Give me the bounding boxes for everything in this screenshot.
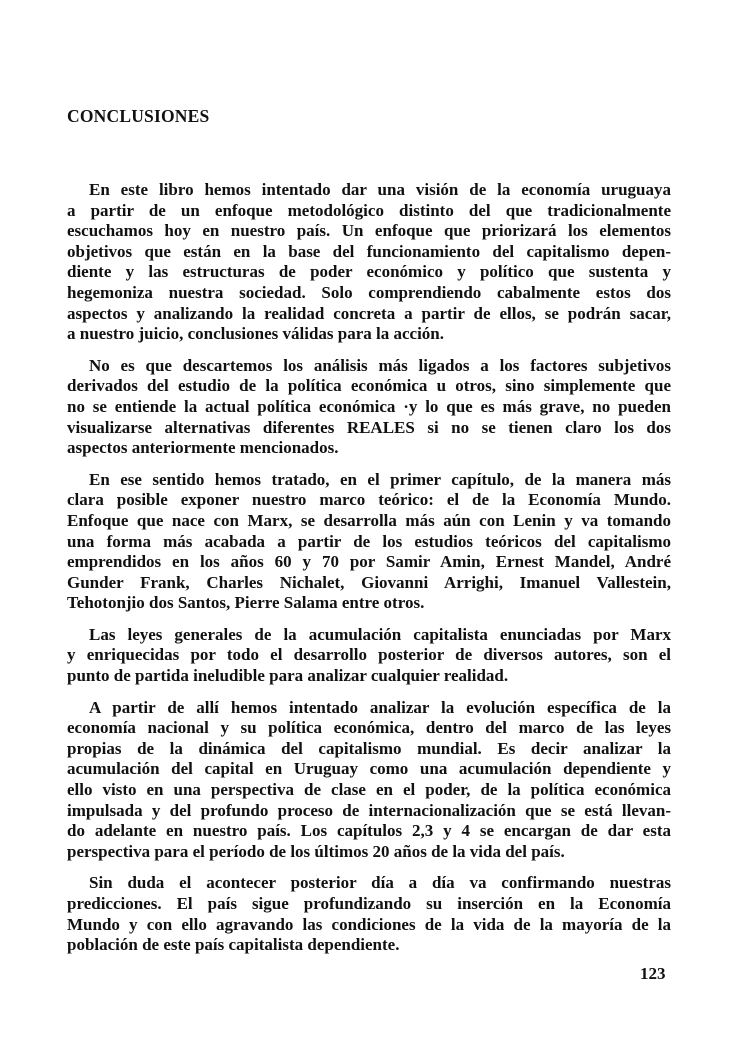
paragraph [67, 470, 671, 614]
text-line: y enriquecidas por todo el desarrollo posterior de diversos autores, son el [67, 645, 671, 665]
paragraph [67, 625, 671, 687]
text-line: aspectos y analizando la realidad concreta a partir de ellos, se podrán sacar, [67, 303, 671, 323]
section-heading: CONCLUSIONES [67, 106, 210, 126]
text-line: a partir de un enfoque metodológico distinto del que tradicionalmente [67, 200, 671, 220]
text-line: En ese sentido hemos tratado, en el primer capítulo, de la manera más [89, 469, 671, 489]
text-line: perspectiva para el período de los últimos 20 años de la vida del país. [67, 841, 565, 861]
text-line: objetivos que están en la base del funcionamiento del capitalismo depen- [67, 241, 671, 261]
text-line: clara posible exponer nuestro marco teórico: el de la Economía Mundo. [67, 490, 671, 510]
text-line: diente y las estructuras de poder económico y político que sustenta y [67, 262, 671, 282]
text-line: derivados del estudio de la política económica u otros, sino simplemente que [67, 376, 671, 396]
text-line: propias de la dinámica del capitalismo mundial. Es decir analizar la [67, 738, 671, 758]
text-line: No es que descartemos los análisis más ligados a los factores subjetivos [89, 355, 671, 375]
paragraph [67, 356, 671, 459]
text-line: A partir de allí hemos intentado analizar la evolución específica de la [89, 697, 671, 717]
text-line: Sin duda el acontecer posterior día a día va confirmando nuestras [89, 873, 671, 893]
text-line: do adelante en nuestro país. Los capítulos 2,3 y 4 se encargan de dar esta [67, 821, 671, 841]
text-line: ello visto en una perspectiva de clase en el poder, de la política económica [67, 780, 671, 800]
text-line: Tehotonjio dos Santos, Pierre Salama entre otros. [67, 593, 425, 613]
text-line: emprendidos en los años 60 y 70 por Samir Amin, Ernest Mandel, André [67, 552, 671, 572]
text-line: visualizarse alternativas diferentes REALES si no se tienen claro los dos [67, 417, 671, 437]
text-line: Las leyes generales de la acumulación capitalista enunciadas por Marx [89, 624, 671, 644]
text-line: escuchamos hoy en nuestro país. Un enfoque que priorizará los elementos [67, 221, 671, 241]
text-line: Gunder Frank, Charles Nichalet, Giovanni Arrighi, Imanuel Vallestein, [67, 572, 671, 592]
page-number: 123 [640, 964, 666, 983]
text-line: Enfoque que nace con Marx, se desarrolla más aún con Lenin y va tomando [67, 510, 671, 530]
paragraph [67, 180, 671, 345]
paragraph [67, 698, 671, 863]
text-line: punto de partida ineludible para analizar cualquier realidad. [67, 666, 509, 686]
body-text [67, 180, 671, 967]
paragraph [67, 873, 671, 955]
text-line: una forma más acabada a partir de los estudios teóricos del capitalismo [67, 531, 671, 551]
text-line: aspectos anteriormente mencionados. [67, 438, 339, 458]
text-line: Mundo y con ello agravando las condiciones de la vida de la mayoría de la [67, 914, 671, 934]
text-line: a nuestro juicio, conclusiones válidas para la acción. [67, 324, 445, 344]
text-line: hegemoniza nuestra sociedad. Solo comprendiendo cabalmente estos dos [67, 282, 671, 302]
text-line: economía nacional y su política económica, dentro del marco de las leyes [67, 718, 671, 738]
text-line: En este libro hemos intentado dar una visión de la economía uruguaya [89, 180, 671, 199]
text-line: impulsada y del profundo proceso de internacionalización que se está llevan- [67, 800, 671, 820]
text-line: población de este país capitalista dependiente. [67, 935, 400, 955]
text-line: acumulación del capital en Uruguay como una acumulación dependiente y [67, 759, 671, 779]
text-line: no se entiende la actual política económica ·y lo que es más grave, no pueden [67, 396, 671, 416]
text-line: predicciones. El país sigue profundizando su inserción en la Economía [67, 894, 671, 913]
